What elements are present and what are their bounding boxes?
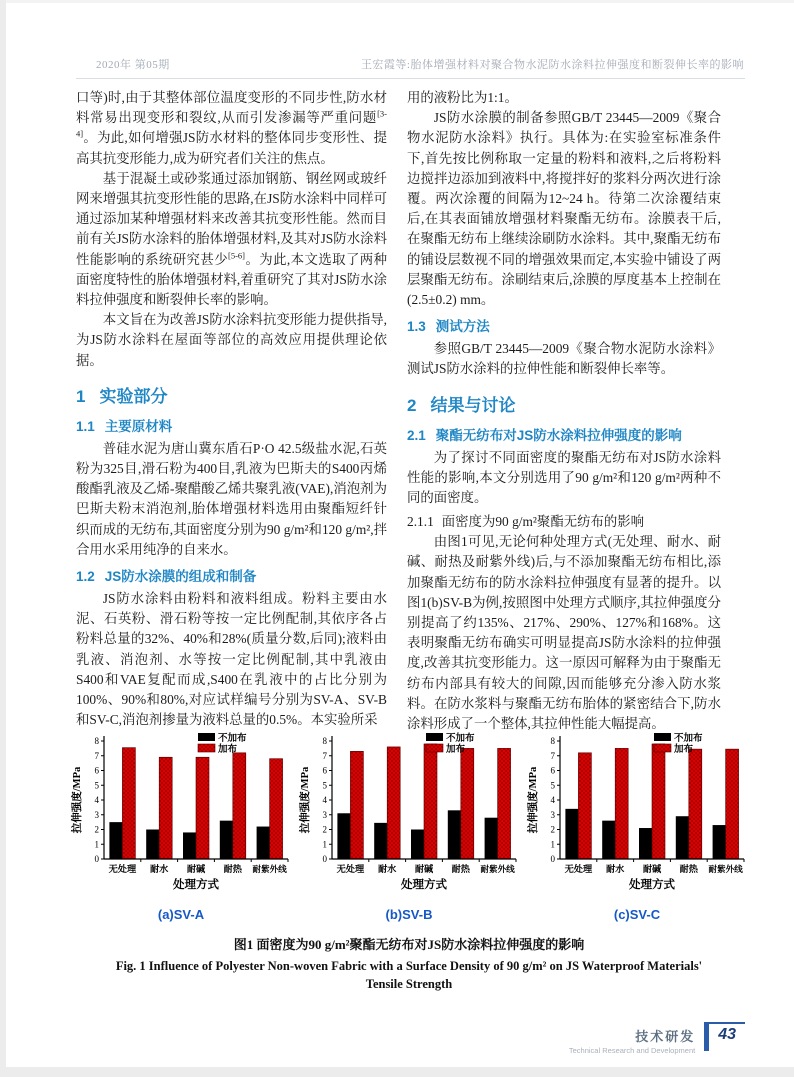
running-header bbox=[96, 56, 744, 72]
paragraph: 本文旨在为改善JS防水涂料抗变形能力提供指导,为JS防水涂料在屋面等部位的高效应用提供理论依据。 bbox=[76, 312, 387, 368]
section-heading-2-1 bbox=[407, 424, 721, 444]
svg-text:6: 6 bbox=[94, 765, 99, 776]
svg-text:耐热: 耐热 bbox=[223, 864, 242, 874]
svg-text:3: 3 bbox=[550, 809, 555, 820]
header-article-title: 王宏霞等:胎体增强材料对聚合物水泥防水涂料拉伸强度和断裂伸长率的影响 bbox=[360, 59, 744, 71]
bar-chart-canvas bbox=[70, 731, 292, 906]
svg-text:5: 5 bbox=[322, 780, 327, 791]
chart-row bbox=[70, 731, 748, 922]
bar-chart-sv-a bbox=[70, 731, 292, 922]
figure-caption-en: Fig. 1 Influence of Polyester Non-woven Fabric with a Surface Density of 90 g/m² on JS Waterproof Materials' Tensile Strength bbox=[115, 959, 703, 991]
section-heading-1-1 bbox=[76, 415, 387, 435]
figure-1 bbox=[70, 731, 748, 993]
paragraph: 普硅水泥为唐山冀东盾石P·O 42.5级盐水泥,石英粉为325目,滑石粉为400目,乳液为巴斯夫的S400丙烯酸酯乳液及乙烯-聚醋酸乙烯共聚乳液(VAE),消泡剂为巴斯夫粉末消泡剂,胎体增强材料选用由聚酯短纤针织而成的无纺布,其面密度分别为90 g/m²和120 g/m²,拌合用水采用纯净的自来水。 bbox=[76, 440, 387, 557]
svg-text:耐紫外线: 耐紫外线 bbox=[252, 864, 287, 874]
svg-text:拉伸强度/MPa: 拉伸强度/MPa bbox=[72, 766, 83, 834]
svg-text:处理方式: 处理方式 bbox=[629, 879, 675, 891]
svg-text:7: 7 bbox=[322, 750, 327, 761]
section-number: 1.2 bbox=[76, 569, 95, 585]
svg-text:1: 1 bbox=[550, 839, 555, 850]
section-title: 聚酯无纺布对JS防水涂料拉伸强度的影响 bbox=[435, 427, 682, 443]
figure-caption-cn: 图1 面密度为90 g/m²聚酯无纺布对JS防水涂料拉伸强度的影响 bbox=[233, 937, 585, 952]
page-edge-top bbox=[0, 0, 794, 3]
svg-text:耐碱: 耐碱 bbox=[186, 864, 206, 874]
svg-text:4: 4 bbox=[94, 795, 99, 806]
svg-text:加布: 加布 bbox=[446, 745, 466, 755]
section-heading-2 bbox=[407, 391, 721, 416]
footer-section-cn: 技术研发 bbox=[635, 1029, 696, 1044]
svg-text:加布: 加布 bbox=[674, 745, 694, 755]
section-number: 2.1.1 bbox=[407, 514, 434, 530]
right-column bbox=[407, 88, 721, 734]
paragraph: 为了探讨不同面密度的聚酯无纺布对JS防水涂料性能的影响,本文分别选用了90 g/m²和120 g/m²两种不同的面密度。 bbox=[407, 449, 721, 506]
section-title: 实验部分 bbox=[99, 386, 168, 406]
svg-text:耐热: 耐热 bbox=[451, 864, 470, 874]
page-edge-left bbox=[0, 0, 6, 1077]
svg-text:耐紫外线: 耐紫外线 bbox=[708, 864, 743, 874]
svg-text:无处理: 无处理 bbox=[108, 864, 137, 874]
svg-text:8: 8 bbox=[322, 736, 327, 747]
svg-text:6: 6 bbox=[322, 765, 327, 776]
paragraph: JS防水涂料由粉料和液料组成。粉料主要由水泥、石英粉、滑石粉等按一定比例配制,其依序各占粉料总量的32%、40%和28%(质量分数,后同);液料由乳液、消泡剂、水等按一定比例配制,其中乳液由S400和VAE复配而成,S400在乳液中的占比分别为100%、90%和80%,对应试样编号分别为SV-A、SV-B和SV-C,消泡剂掺量为液料总量的0.5%。本实验所采 bbox=[76, 591, 387, 728]
svg-text:5: 5 bbox=[550, 780, 555, 791]
header-issue: 2020年 第05期 bbox=[96, 59, 170, 71]
svg-text:4: 4 bbox=[550, 795, 555, 806]
section-number: 2 bbox=[407, 395, 417, 415]
svg-text:无处理: 无处理 bbox=[336, 864, 365, 874]
svg-text:3: 3 bbox=[94, 809, 99, 820]
page-number-box bbox=[704, 1022, 745, 1051]
page-number: 43 bbox=[718, 1026, 736, 1043]
section-number: 2.1 bbox=[407, 427, 426, 443]
left-column bbox=[76, 88, 387, 730]
svg-text:1: 1 bbox=[322, 839, 327, 850]
bar-chart-canvas bbox=[526, 731, 748, 906]
svg-text:6: 6 bbox=[550, 765, 555, 776]
svg-text:5: 5 bbox=[94, 780, 99, 791]
section-heading-1-2 bbox=[76, 565, 387, 585]
svg-text:处理方式: 处理方式 bbox=[401, 879, 447, 891]
section-number: 1.3 bbox=[407, 319, 426, 335]
citation-ref: [3-4] bbox=[76, 108, 387, 139]
section-number: 1 bbox=[76, 386, 86, 406]
section-title: 测试方法 bbox=[435, 319, 490, 335]
svg-text:处理方式: 处理方式 bbox=[173, 879, 219, 891]
citation-ref: [5-6] bbox=[228, 250, 246, 261]
paragraph: 参照GB/T 23445—2009《聚合物水泥防水涂料》测试JS防水涂料的拉伸性能和断裂伸长率等。 bbox=[407, 341, 721, 377]
svg-text:2: 2 bbox=[94, 824, 99, 835]
svg-text:耐热: 耐热 bbox=[679, 864, 698, 874]
header-rule bbox=[76, 78, 745, 79]
svg-text:加布: 加布 bbox=[218, 745, 238, 755]
paragraph: JS防水涂膜的制备参照GB/T 23445—2009《聚合物水泥防水涂料》执行。具体为:在实验室标准条件下,首先按比例称取一定量的粉料和液料,之后将粉料边搅拌边添加到液料中,将搅拌好的浆料分两次进行涂覆。两次涂覆的间隔为12~24 h。待第二次涂覆结束后,在其表面铺放增强材料聚酯无纺布。涂膜表干后,在聚酯无纺布上继续涂刷防水涂料。其中,聚酯无纺布的铺设层数视不同的增强效果而定,本实验中铺设了两层聚酯无纺布。涂刷结束后,涂膜的厚度基本上控制在(2.5±0.2) mm。 bbox=[407, 110, 721, 308]
svg-text:耐水: 耐水 bbox=[606, 864, 625, 874]
svg-text:1: 1 bbox=[94, 839, 99, 850]
svg-text:2: 2 bbox=[322, 824, 327, 835]
svg-text:不加布: 不加布 bbox=[218, 734, 247, 744]
section-heading-1 bbox=[76, 382, 387, 407]
paragraph: 用的液粉比为1:1。 bbox=[407, 90, 518, 105]
panel-label: (b)SV-B bbox=[385, 907, 433, 922]
svg-text:7: 7 bbox=[550, 750, 555, 761]
svg-text:3: 3 bbox=[322, 809, 327, 820]
paragraph: 由图1可见,无论何种处理方式(无处理、耐水、耐碱、耐热及耐紫外线)后,与不添加聚酯无纺布相比,添加聚酯无纺布的防水涂料拉伸强度有显著的提升。以图1(b)SV-B为例,按照图中处理方式顺序,其拉伸强度分别提高了约135%、217%、290%、127%和168%。这表明聚酯无纺布确实可明显提高JS防水涂料的拉伸强度,改善其抗变形能力。这一原因可解释为由于聚酯无纺布内部具有较大的间隙,因而能够充分渗入防水浆料。在防水浆料与聚酯无纺布胎体的紧密结合下,防水涂料形成了一个整体,其拉伸性能大幅提高。 bbox=[407, 534, 721, 732]
panel-label: (c)SV-C bbox=[613, 907, 661, 922]
bar-chart-canvas bbox=[298, 731, 520, 906]
svg-text:8: 8 bbox=[550, 736, 555, 747]
svg-text:无处理: 无处理 bbox=[564, 864, 593, 874]
bar-chart-sv-c bbox=[526, 731, 748, 922]
section-title: 结果与讨论 bbox=[430, 395, 516, 415]
svg-text:8: 8 bbox=[94, 736, 99, 747]
svg-text:拉伸强度/MPa: 拉伸强度/MPa bbox=[300, 766, 311, 834]
paragraph: 基于混凝土或砂浆通过添加钢筋、钢丝网或玻纤网来增强其抗变形性能的思路,在JS防水涂料中同样可通过添加某种增强材料来改善其抗变形性能。然而目前有关JS防水涂料的胎体增强材料,及其对JS防水涂料性能影响的系统研究甚少[5-6]。为此,本文选取了两种面密度特性的胎体增强材料,着重研究了其对JS防水涂料拉伸强度和断裂伸长率的影响。 bbox=[76, 170, 387, 308]
svg-text:耐紫外线: 耐紫外线 bbox=[480, 864, 515, 874]
svg-text:不加布: 不加布 bbox=[674, 734, 703, 744]
svg-text:0: 0 bbox=[94, 854, 99, 865]
svg-text:耐水: 耐水 bbox=[378, 864, 397, 874]
svg-text:不加布: 不加布 bbox=[446, 734, 475, 744]
section-title: 主要原材料 bbox=[104, 418, 173, 434]
page-edge-bottom bbox=[0, 1067, 794, 1077]
footer-section-en: Technical Research and Development bbox=[568, 1046, 696, 1055]
section-heading-1-3 bbox=[407, 315, 721, 335]
section-title: JS防水涂膜的组成和制备 bbox=[104, 569, 257, 585]
paragraph: 口等)时,由于其整体部位温度变形的不同步性,防水材料常易出现变形和裂纹,从而引发渗漏等严重问题[3-4]。为此,如何增强JS防水材料的整体同步变形性、提高其抗变形能力,成为研究者们关注的焦点。 bbox=[76, 90, 387, 166]
svg-text:0: 0 bbox=[550, 854, 555, 865]
svg-text:7: 7 bbox=[94, 750, 99, 761]
panel-label: (a)SV-A bbox=[157, 907, 205, 922]
page-footer bbox=[569, 1022, 745, 1055]
section-heading-2-1-1 bbox=[407, 511, 721, 530]
svg-text:4: 4 bbox=[322, 795, 327, 806]
section-title: 面密度为90 g/m²聚酯无纺布的影响 bbox=[441, 514, 645, 530]
svg-text:耐碱: 耐碱 bbox=[414, 864, 434, 874]
svg-text:耐水: 耐水 bbox=[150, 864, 169, 874]
section-number: 1.1 bbox=[76, 418, 95, 434]
bar-chart-sv-b bbox=[298, 731, 520, 922]
svg-text:耐碱: 耐碱 bbox=[642, 864, 662, 874]
svg-text:拉伸强度/MPa: 拉伸强度/MPa bbox=[528, 766, 539, 834]
footer-section bbox=[569, 1022, 695, 1055]
svg-text:0: 0 bbox=[322, 854, 327, 865]
svg-text:2: 2 bbox=[550, 824, 555, 835]
